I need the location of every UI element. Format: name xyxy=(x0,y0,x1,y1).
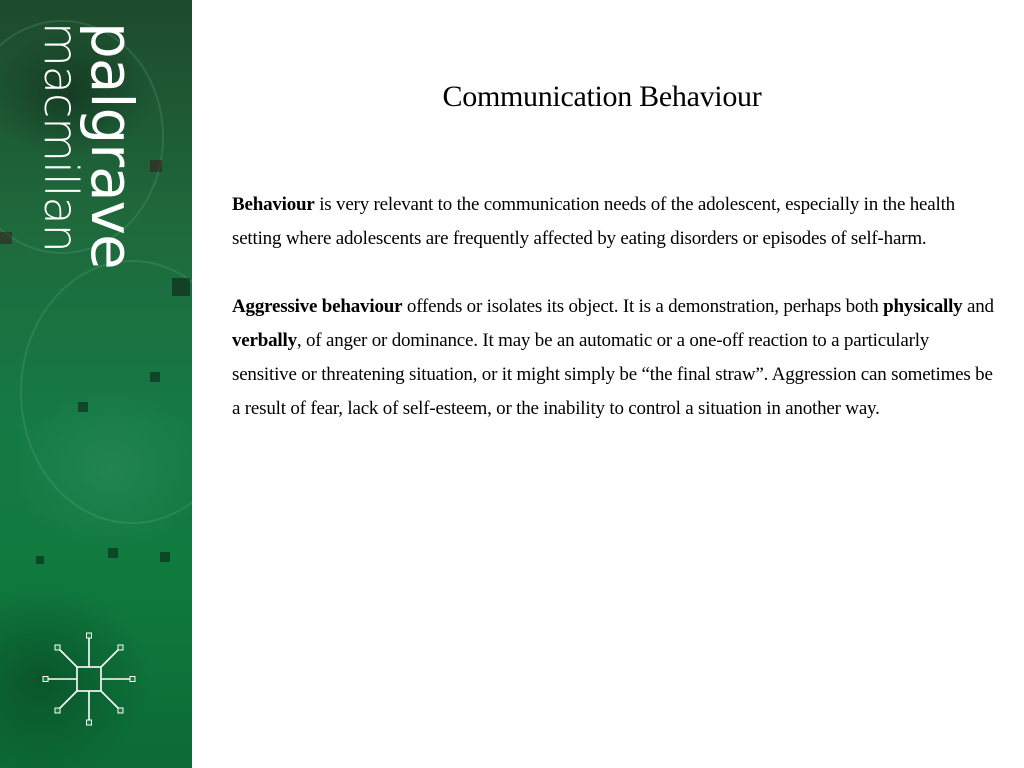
brand-sidebar xyxy=(0,0,192,768)
paragraph-text: is very relevant to the communication needs of the adolescent, especially in the health setting where adolescents are frequently affected by eating disorders or episodes of self-harm. xyxy=(232,194,955,249)
decorative-speck xyxy=(172,278,190,296)
decorative-speck xyxy=(0,232,12,244)
decorative-speck xyxy=(150,160,162,172)
network-node-icon xyxy=(40,630,138,728)
term-behaviour: Behaviour xyxy=(232,194,315,215)
logo-line-macmillan: macmillan xyxy=(34,22,88,252)
paragraph-aggressive-behaviour xyxy=(232,290,994,426)
paragraph-behaviour xyxy=(232,188,994,256)
decorative-speck xyxy=(108,548,118,558)
decorative-speck xyxy=(36,556,44,564)
decorative-arc xyxy=(20,260,192,524)
term-aggressive-behaviour: Aggressive behaviour xyxy=(232,296,403,317)
paragraph-text: and xyxy=(962,296,994,317)
decorative-speck xyxy=(78,402,88,412)
logo-line-palgrave: palgrave xyxy=(78,22,146,269)
slide-body xyxy=(232,188,994,460)
slide-title: Communication Behaviour xyxy=(442,80,762,113)
paragraph-text: offends or isolates its object. It is a demonstration, perhaps both xyxy=(402,296,884,317)
decorative-speck xyxy=(150,372,160,382)
term-physically: physically xyxy=(883,296,963,317)
palgrave-macmillan-logo xyxy=(34,22,146,272)
paragraph-text: , of anger or dominance. It may be an automatic or a one-off reaction to a particularly sensitive or threatening situation, or it might simply be “the final straw”. Aggression can sometimes be a result of fear, lack of self-esteem, or the inability to control a situation in another way. xyxy=(232,330,993,419)
term-verbally: verbally xyxy=(232,330,297,351)
decorative-speck xyxy=(160,552,170,562)
